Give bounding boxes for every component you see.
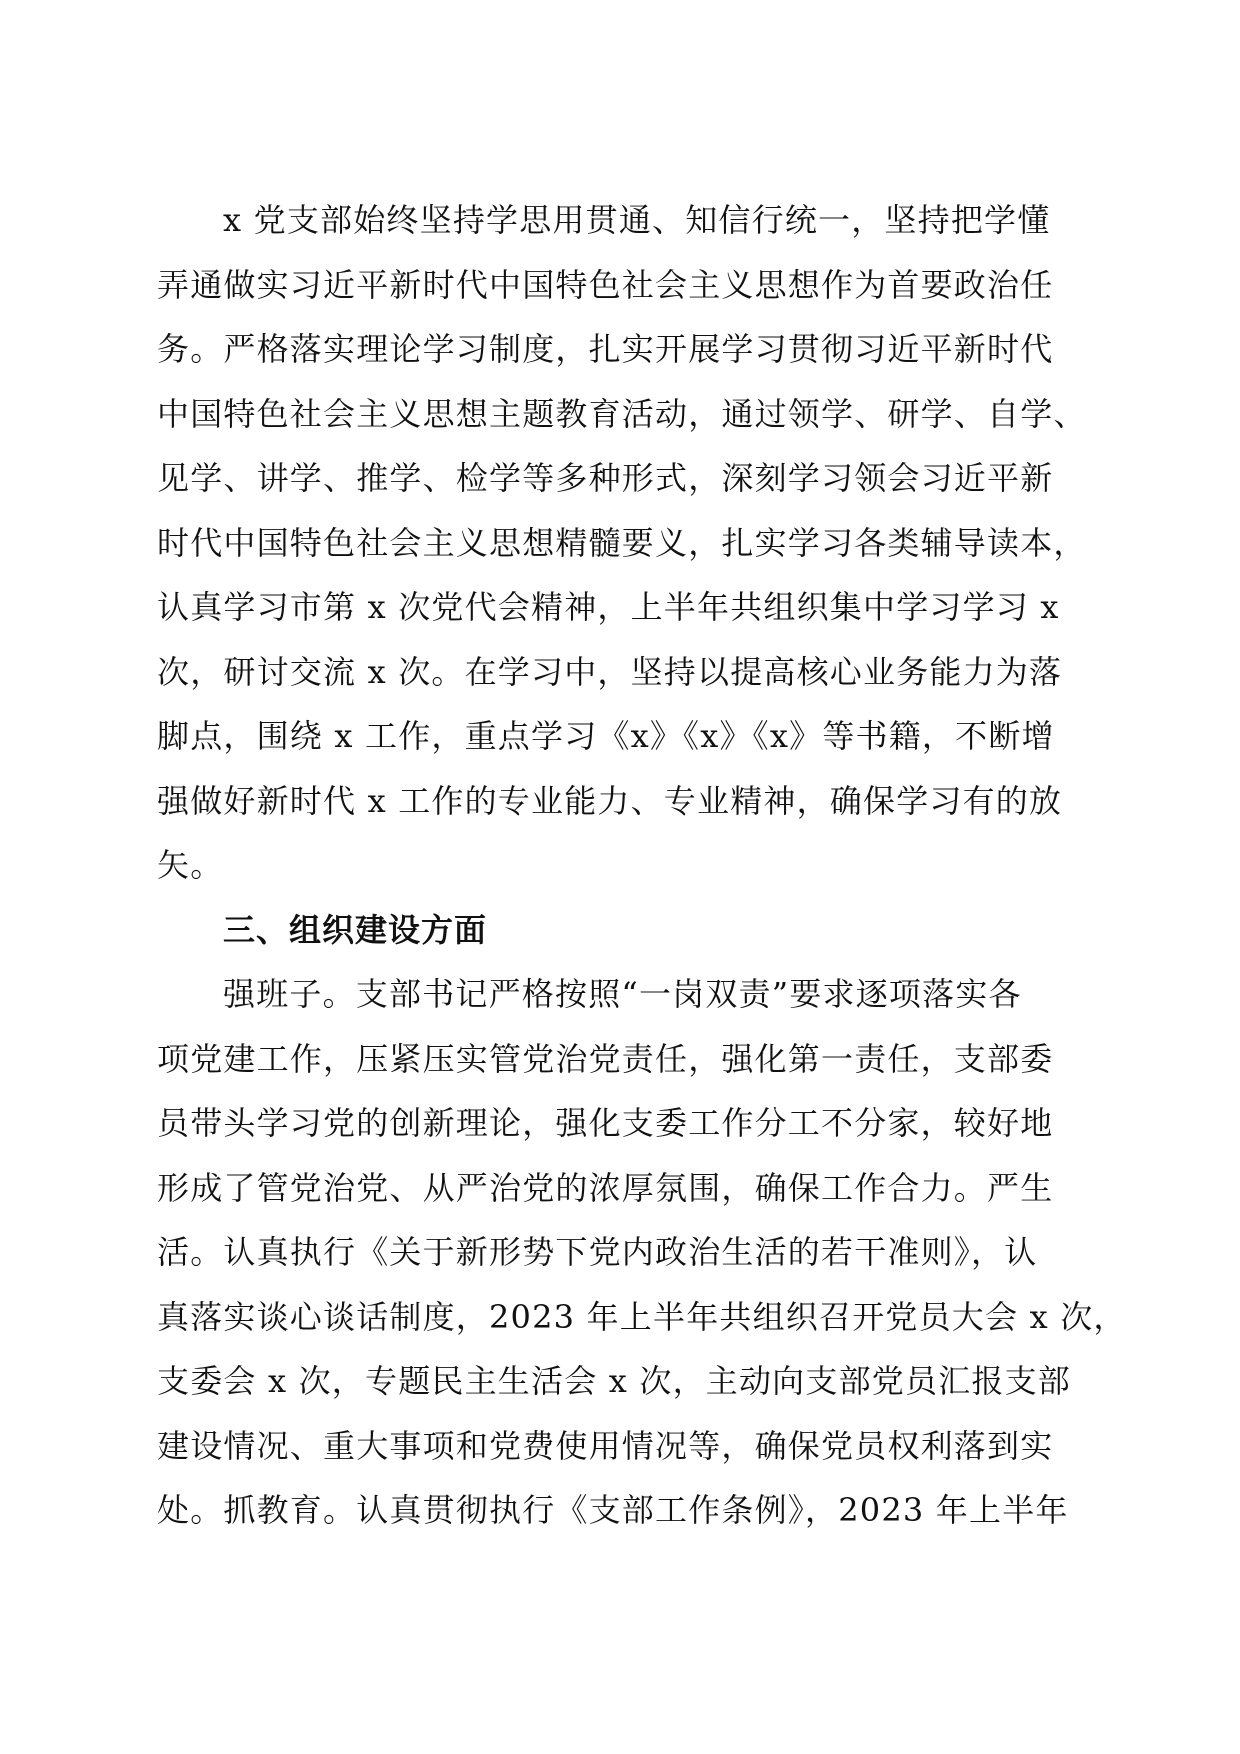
text-line: 次，研讨交流 x 次。在学习中，坚持以提高核心业务能力为落 [157, 652, 1063, 691]
text-line: 务。严格落实理论学习制度，扎实开展学习贯彻习近平新时代 [157, 330, 1054, 368]
text-line: 中国特色社会主义思想主题教育活动，通过领学、研学、自学、 [157, 394, 1087, 433]
text-line: 员带头学习党的创新理论，强化支委工作分工不分家，较好地 [157, 1104, 1054, 1142]
text-line: 弄通做实习近平新时代中国特色社会主义思想作为首要政治任 [157, 265, 1054, 304]
text-line: 见学、讲学、推学、检学等多种形式，深刻学习领会习近平新 [157, 459, 1054, 497]
text-line: 项党建工作，压紧压实管党治党责任，强化第一责任，支部委 [157, 1039, 1054, 1078]
paragraph-theory-study [157, 188, 1087, 898]
text-line: 形成了管党治党、从严治党的浓厚氛围，确保工作合力。严生 [157, 1168, 1054, 1207]
paragraph-organization-building [157, 962, 1127, 1543]
text-line: 强做好新时代 x 工作的专业能力、专业精神，确保学习有的放 [157, 781, 1063, 820]
text-line: 脚点，围绕 x 工作，重点学习《x》《x》《x》等书籍，不断增 [157, 717, 1055, 755]
text-line: 建设情况、重大事项和党费使用情况等，确保党员权利落到实 [157, 1426, 1054, 1465]
text-line: 支委会 x 次，专题民主生活会 x 次，主动向支部党员汇报支部 [157, 1362, 1071, 1400]
text-line: 活。认真执行《关于新形势下党内政治生活的若干准则》，认 [157, 1233, 1038, 1271]
document-body [157, 188, 1127, 1543]
text-line: 认真学习市第 x 次党代会精神，上半年共组织集中学习学习 x [157, 588, 1060, 626]
section-heading: 三、组织建设方面 [223, 910, 488, 949]
text-line: 强班子。支部书记严格按照“一岗双责”要求逐项落实各 [223, 975, 1022, 1013]
text-line: 处。抓教育。认真贯彻执行《支部工作条例》，2023 年上半年 [157, 1491, 1069, 1529]
text-line: 矢。 [157, 846, 224, 884]
text-line: 时代中国特色社会主义思想精髓要义，扎实学习各类辅导读本， [157, 523, 1087, 562]
text-line: x 党支部始终坚持学思用贯通、知信行统一，坚持把学懂 [223, 201, 1051, 239]
text-line: 真落实谈心谈话制度，2023 年上半年共组织召开党员大会 x 次， [157, 1297, 1127, 1336]
